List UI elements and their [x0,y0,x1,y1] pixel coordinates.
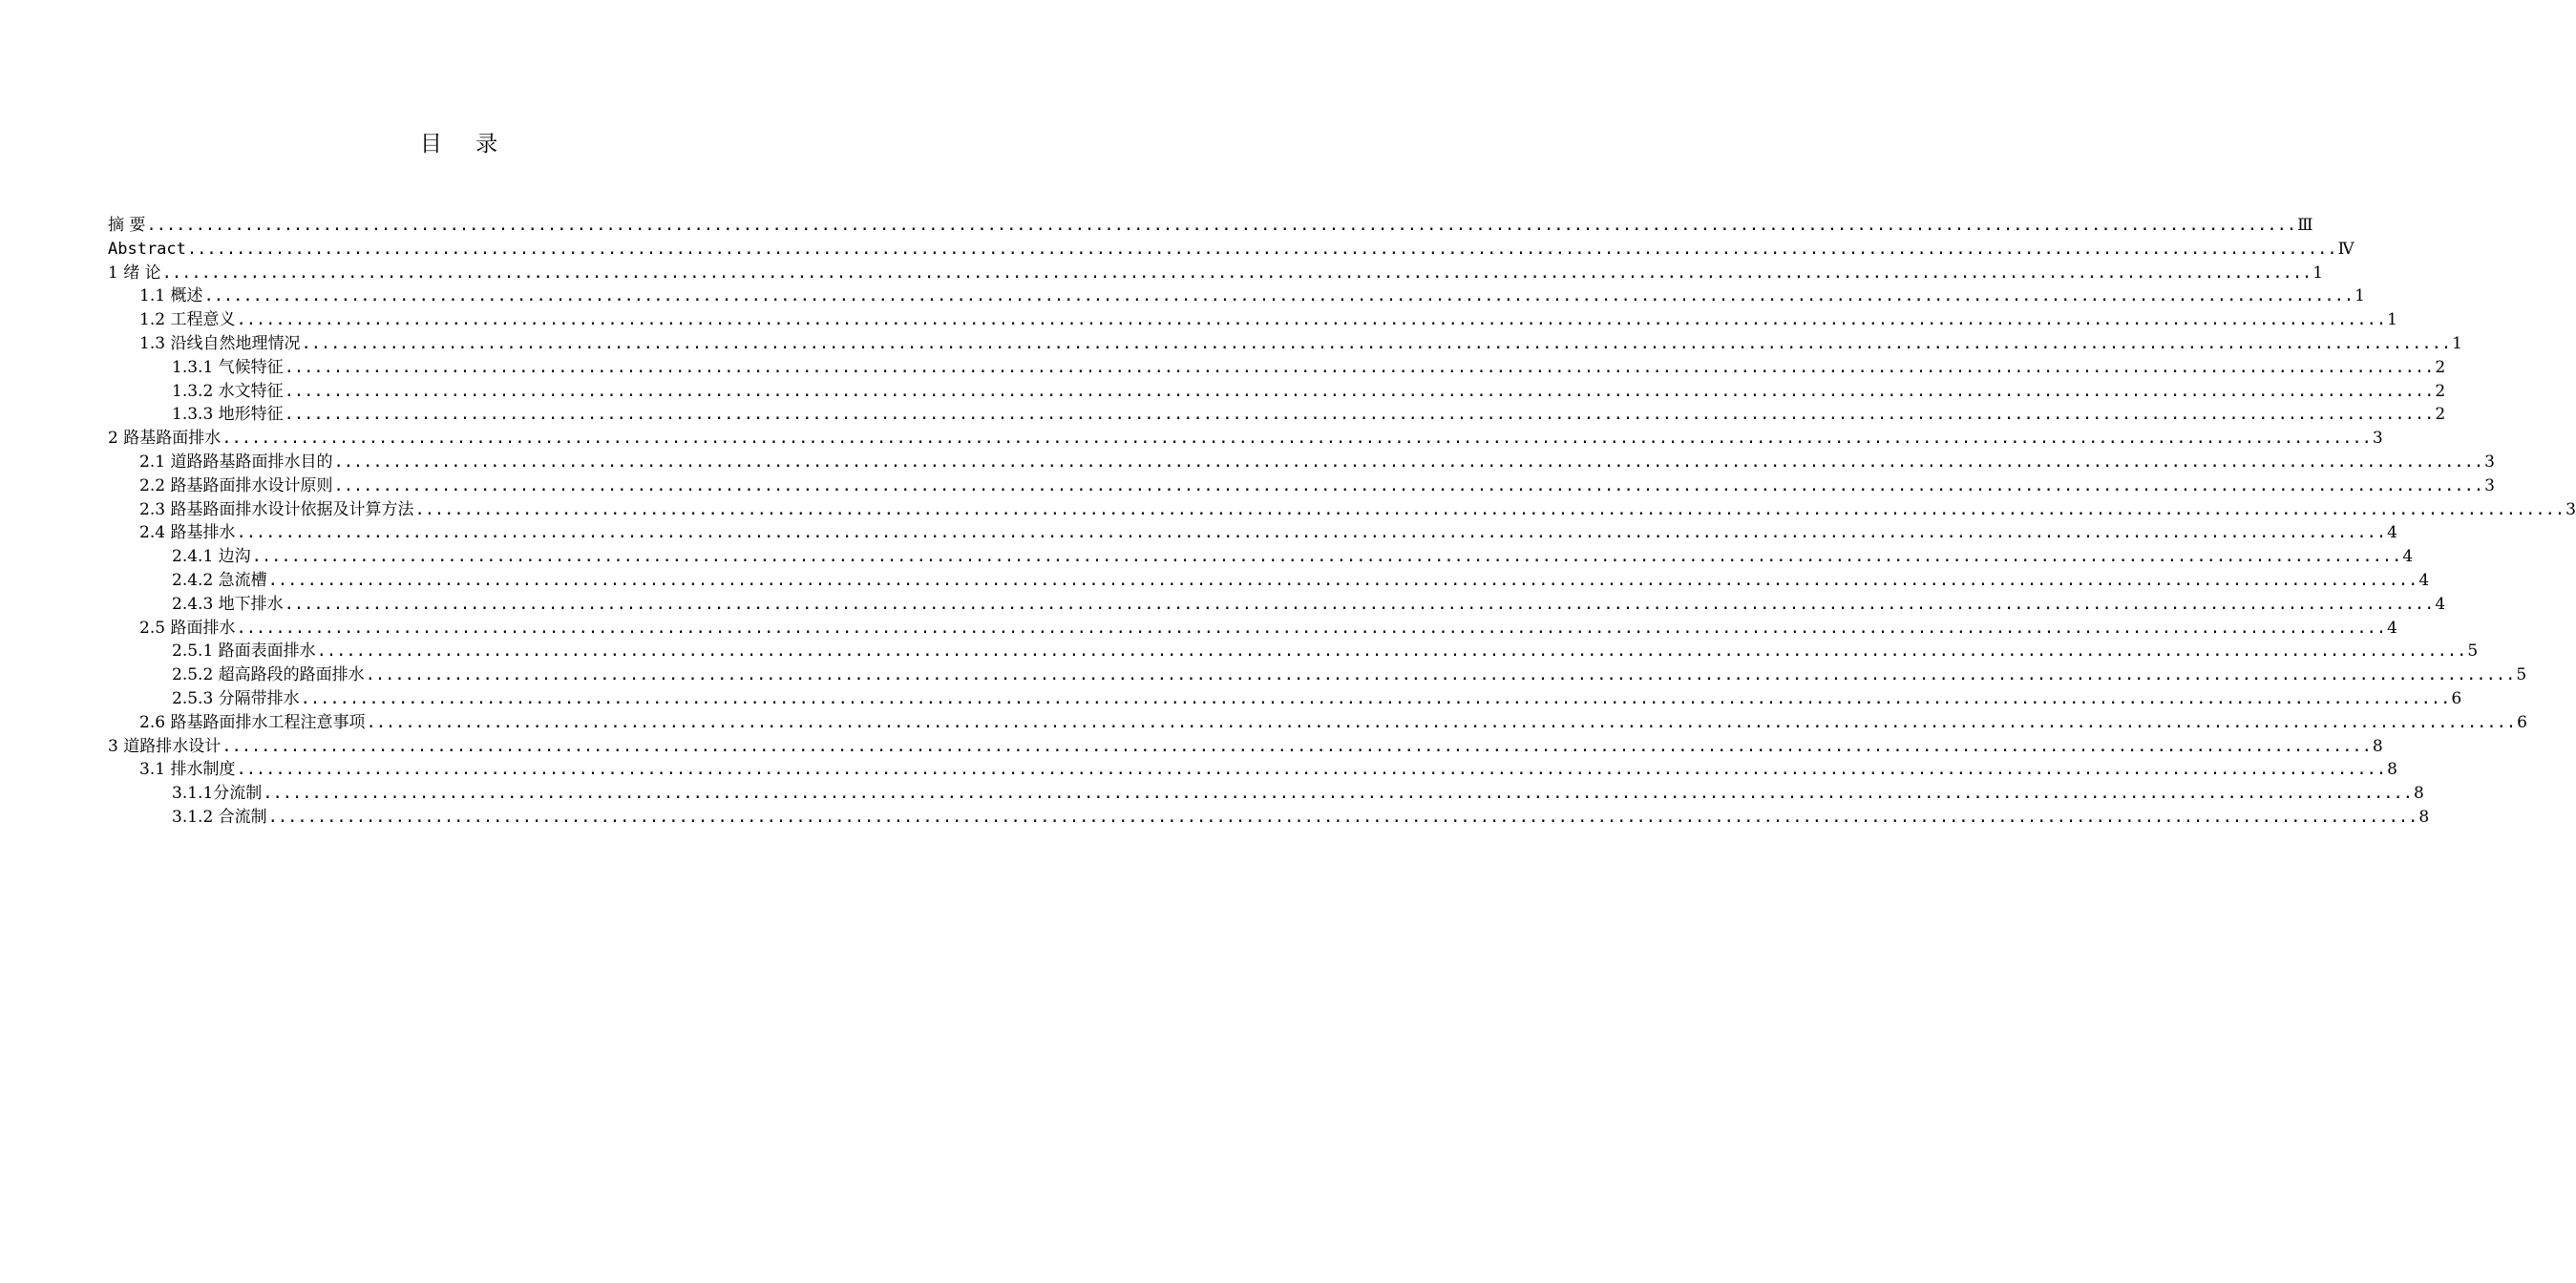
toc-dot-leader: ............................................................................................................................................................................................................................ [146,216,2297,235]
table-of-contents [108,214,2576,830]
toc-entry-page-number: 2 [2435,405,2446,425]
toc-entry-page-number: 5 [2516,665,2527,685]
toc-entry-label: 3.1 排水制度 [139,760,236,780]
toc-entry[interactable] [108,356,2446,380]
toc-entry-label: 摘 要 [108,216,146,235]
toc-dot-leader: ............................................................................................................................................................................................................................ [366,712,2517,732]
toc-entry-label: 1.3.2 水文特征 [172,381,284,401]
toc-entry[interactable] [108,735,2383,759]
toc-dot-leader: ............................................................................................................................................................................................................................ [222,736,2372,756]
toc-entry-page-number: 8 [2413,784,2424,804]
toc-dot-leader: ............................................................................................................................................................................................................................ [301,333,2452,353]
toc-entry-page-number: 5 [2467,642,2479,662]
toc-entry-label: 2.5.1 路面表面排水 [172,642,316,662]
toc-entry[interactable] [108,262,2324,285]
toc-entry[interactable] [108,663,2527,687]
toc-entry-label: 2.4.1 边沟 [172,547,251,567]
toc-entry-page-number: 4 [2418,570,2430,590]
toc-entry[interactable] [108,308,2397,332]
toc-dot-leader: ............................................................................................................................................................................................................................ [263,784,2413,804]
toc-entry[interactable] [108,427,2383,451]
toc-entry[interactable] [108,640,2479,663]
toc-entry-page-number: 6 [2451,688,2462,708]
toc-entry[interactable] [108,545,2414,569]
toc-entry-label: 1.3.3 地形特征 [172,405,284,425]
toc-dot-leader: ............................................................................................................................................................................................................................ [161,263,2312,283]
toc-entry-label: 2.4 路基排水 [139,523,236,543]
toc-entry-page-number: 4 [2387,618,2397,638]
toc-dot-leader: ............................................................................................................................................................................................................................ [365,665,2516,685]
toc-dot-leader: ............................................................................................................................................................................................................................ [284,594,2435,614]
toc-entry-page-number: 8 [2372,736,2383,756]
toc-dot-leader: ............................................................................................................................................................................................................................ [414,499,2565,519]
toc-entry[interactable] [108,593,2446,617]
toc-entry-page-number: 4 [2435,594,2446,614]
toc-entry[interactable] [108,617,2397,641]
toc-entry[interactable] [108,474,2495,498]
toc-entry-page-number: Ⅲ [2297,216,2313,235]
toc-entry-page-number: 2 [2435,381,2446,401]
toc-entry-label: 2 路基路面排水 [108,429,222,449]
toc-dot-leader: ............................................................................................................................................................................................................................ [284,381,2435,401]
toc-entry[interactable] [108,380,2446,404]
toc-title: 目 录 [419,132,512,157]
toc-entry-page-number: 3 [2484,452,2495,472]
toc-entry[interactable] [108,403,2446,427]
toc-dot-leader: ............................................................................................................................................................................................................................ [333,452,2484,472]
toc-entry-label: 2.1 道路路基路面排水目的 [139,452,333,472]
toc-entry-page-number: 8 [2418,807,2430,827]
toc-entry[interactable] [108,332,2462,356]
toc-entry-page-number: 1 [2312,263,2324,283]
toc-entry-label: 1.1 概述 [139,286,203,306]
toc-entry-page-number: 1 [2387,310,2397,330]
toc-entry-page-number: 4 [2387,523,2397,543]
toc-entry-label: 2.3 路基路面排水设计依据及计算方法 [139,499,414,519]
toc-entry-page-number: Ⅳ [2337,239,2354,259]
toc-dot-leader: ............................................................................................................................................................................................................................ [316,642,2467,662]
toc-entry[interactable] [108,569,2430,593]
toc-dot-leader: ............................................................................................................................................................................................................................ [203,286,2354,306]
toc-dot-leader: ............................................................................................................................................................................................................................ [222,429,2372,449]
toc-entry[interactable] [108,806,2430,830]
toc-entry-label: 3.1.1分流制 [172,784,263,804]
toc-entry[interactable] [108,498,2576,522]
toc-entry-label: 2.4.2 急流槽 [172,570,267,590]
toc-entry-label: Abstract [108,239,186,259]
toc-entry-label: 3.1.2 合流制 [172,807,267,827]
toc-dot-leader: ............................................................................................................................................................................................................................ [284,357,2435,377]
toc-entry-page-number: 8 [2387,760,2397,780]
toc-entry[interactable] [108,711,2527,735]
toc-entry[interactable] [108,521,2397,545]
toc-dot-leader: ............................................................................................................................................................................................................................ [267,807,2418,827]
toc-entry-page-number: 1 [2354,286,2365,306]
toc-dot-leader: ............................................................................................................................................................................................................................ [236,310,2387,330]
toc-entry-label: 1.2 工程意义 [139,310,236,330]
toc-dot-leader: ............................................................................................................................................................................................................................ [236,760,2387,780]
toc-entry-page-number: 4 [2402,547,2414,567]
toc-entry-label: 3 道路排水设计 [108,736,222,756]
toc-entry-label: 1.3.1 气候特征 [172,357,284,377]
toc-entry-page-number: 1 [2452,333,2462,353]
toc-entry-label: 2.5.2 超高路段的路面排水 [172,665,365,685]
toc-entry-page-number: 6 [2517,712,2527,732]
toc-entry-label: 1.3 沿线自然地理情况 [139,333,301,353]
toc-dot-leader: ............................................................................................................................................................................................................................ [284,405,2435,425]
toc-entry-page-number: 3 [2565,499,2576,519]
toc-entry-label: 1 绪 论 [108,263,161,283]
toc-entry-label: 2.4.3 地下排水 [172,594,284,614]
toc-entry[interactable] [108,758,2397,782]
toc-dot-leader: ............................................................................................................................................................................................................................ [186,239,2337,259]
toc-entry-label: 2.2 路基路面排水设计原则 [139,475,333,495]
toc-dot-leader: ............................................................................................................................................................................................................................ [236,523,2387,543]
toc-dot-leader: ............................................................................................................................................................................................................................ [236,618,2387,638]
toc-entry[interactable] [108,782,2424,806]
toc-dot-leader: ............................................................................................................................................................................................................................ [251,547,2402,567]
toc-entry[interactable] [108,214,2313,238]
toc-dot-leader: ............................................................................................................................................................................................................................ [267,570,2418,590]
toc-entry[interactable] [108,451,2495,474]
toc-entry[interactable] [108,687,2462,711]
toc-entry-page-number: 3 [2372,429,2383,449]
toc-entry[interactable] [108,238,2354,262]
toc-dot-leader: ............................................................................................................................................................................................................................ [300,688,2451,708]
toc-entry-label: 2.5.3 分隔带排水 [172,688,300,708]
toc-entry-label: 2.6 路基路面排水工程注意事项 [139,712,366,732]
toc-entry[interactable] [108,284,2365,308]
toc-dot-leader: ............................................................................................................................................................................................................................ [333,475,2484,495]
toc-entry-page-number: 3 [2484,475,2495,495]
toc-entry-page-number: 2 [2435,357,2446,377]
toc-entry-label: 2.5 路面排水 [139,618,236,638]
